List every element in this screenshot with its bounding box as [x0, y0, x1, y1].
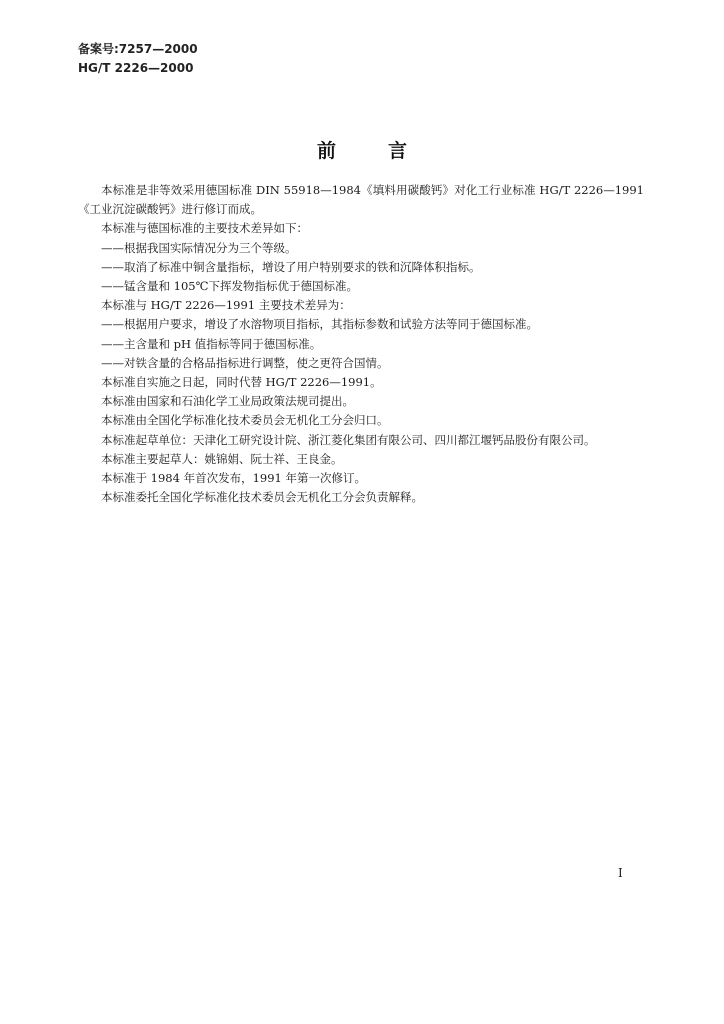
list-item: ——主含量和 pH 值指标等同于德国标准。	[101, 336, 322, 351]
foreword-body	[78, 181, 644, 507]
list-item: ——取消了标准中铜含量指标，增设了用户特别要求的铁和沉降体积指标。	[101, 259, 481, 274]
page-title	[0, 136, 724, 163]
document-header	[78, 40, 198, 78]
paragraph: 本标准由国家和石油化学工业局政策法规司提出。	[101, 394, 354, 409]
title-char-2: 言	[388, 140, 408, 162]
paragraph: 本标准主要起草人：姚锦娟、阮士祥、王良金。	[101, 451, 343, 466]
list-item: ——根据用户要求，增设了水溶物项目指标，其指标参数和试验方法等同于德国标准。	[101, 317, 538, 332]
title-char-1: 前	[316, 140, 336, 162]
paragraph: 本标准委托全国化学标准化技术委员会无机化工分会负责解释。	[101, 490, 423, 505]
paragraph: 本标准于 1984 年首次发布，1991 年第一次修订。	[101, 471, 366, 486]
list-item: ——根据我国实际情况分为三个等级。	[101, 240, 297, 255]
paragraph: 本标准自实施之日起，同时代替 HG/T 2226—1991。	[101, 375, 382, 390]
page-number: I	[618, 866, 623, 880]
list-item: ——锰含量和 105℃下挥发物指标优于德国标准。	[101, 279, 358, 294]
paragraph: 本标准与德国标准的主要技术差异如下：	[101, 221, 308, 236]
list-item: ——对铁含量的合格品指标进行调整，使之更符合国情。	[101, 355, 389, 370]
standard-code: HG/T 2226—2000	[78, 61, 194, 75]
record-number: 备案号:7257—2000	[78, 42, 198, 56]
paragraph: 本标准是非等效采用德国标准 DIN 55918—1984《填料用碳酸钙》对化工行业标准 HG/T 2226—1991《工业沉淀碳酸钙》进行修订而成。	[78, 183, 644, 217]
paragraph: 本标准与 HG/T 2226—1991 主要技术差异为：	[101, 298, 351, 313]
paragraph: 本标准由全国化学标准化技术委员会无机化工分会归口。	[101, 413, 389, 428]
paragraph: 本标准起草单位：天津化工研究设计院、浙江菱化集团有限公司、四川都江堰钙品股份有限公司。	[101, 432, 596, 447]
